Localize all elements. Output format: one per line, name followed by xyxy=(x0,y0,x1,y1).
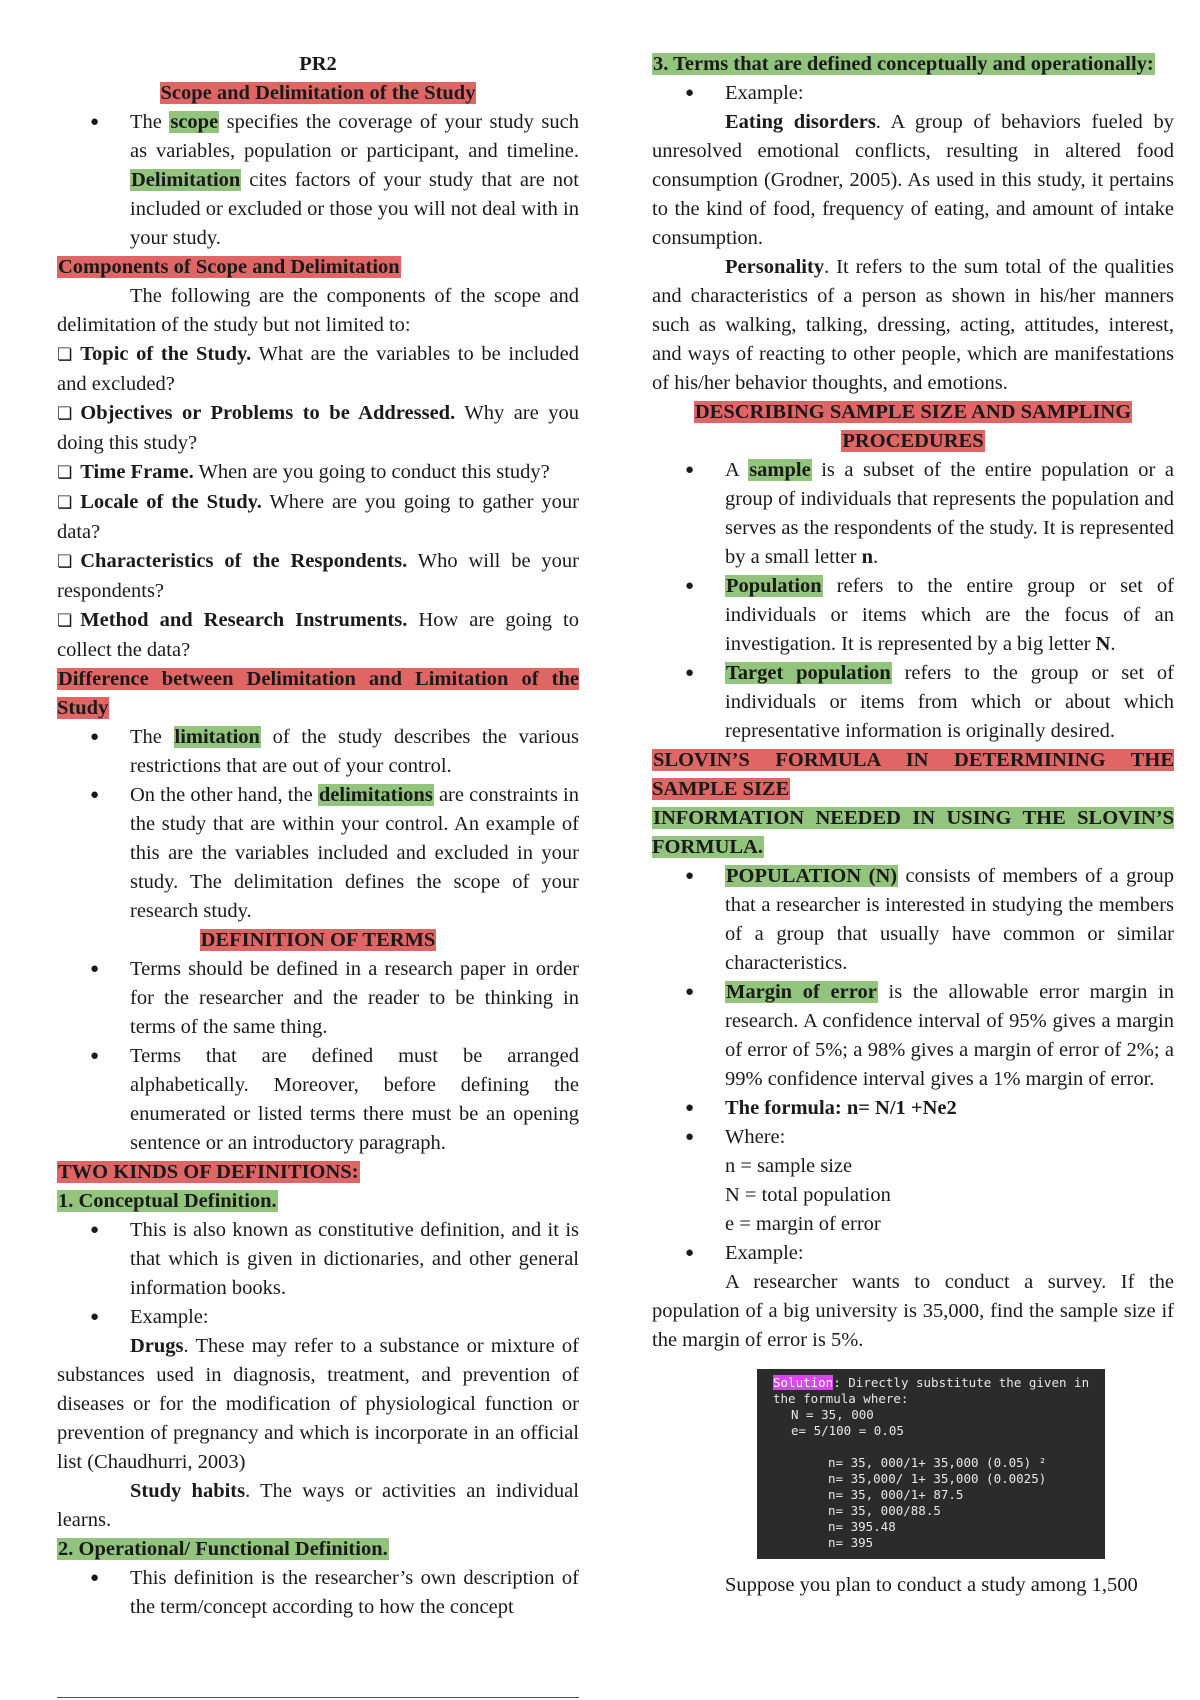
solution-intro: Solution: Directly substitute the given in the formula where: xyxy=(773,1375,1090,1406)
right-column xyxy=(652,50,1174,1600)
solution-step: n= 35,000/ 1+ 35,000 (0.0025) xyxy=(828,1471,1047,1486)
population-bullet: ● Population refers to the entire group or set of individuals or items which are the focus of an investigation. It is represented by a big letter N. xyxy=(652,572,1174,659)
definition-heading: DEFINITION OF TERMS xyxy=(200,929,436,951)
component-item: ❏ Method and Research Instruments. How are going to collect the data? xyxy=(57,606,579,665)
margin-of-error-bullet: ● Margin of error is the allowable error margin in research. A confidence interval of 95% gives a margin of error of 5%; a 98% gives a margin of error of 2%; a 99% confidence interval gives a 1% margin of error. xyxy=(652,978,1174,1094)
example-problem: A researcher wants to conduct a survey. If the population of a big university is 35,000, find the sample size if the margin of error is 5%. xyxy=(652,1271,1174,1351)
definition-bullet: ● Terms should be defined in a research paper in order for the researcher and the reader to be thinking in terms of the same thing. xyxy=(57,955,579,1042)
example-label: ● Example: xyxy=(652,79,1174,108)
bottom-divider xyxy=(57,1697,579,1698)
personality-definition: Personality. It refers to the sum total of the qualities and characteristics of a person as shown in his/her manners such as walking, talking, dressing, acting, attitudes, interest, and ways of reacting to other people, which are manifestations of his/her behavior thoughts, and emotions. xyxy=(652,256,1174,394)
operational-heading: 2. Operational/ Functional Definition. xyxy=(58,1538,388,1560)
where-line: e = margin of error xyxy=(725,1213,881,1235)
solution-step: n= 395 xyxy=(828,1535,874,1550)
left-column xyxy=(57,50,579,1622)
where-line: n = sample size xyxy=(725,1155,853,1177)
solution-given: e= 5/100 = 0.05 xyxy=(791,1423,904,1438)
delimitation-bullet: ● On the other hand, the delimitations are constraints in the study that are within your control. An example of this are the variables included and excluded in your study. The delimitation defines the scope of your research study. xyxy=(57,781,579,926)
solution-step: n= 35, 000/88.5 xyxy=(828,1503,941,1518)
component-item: ❏ Time Frame. When are you going to conduct this study? xyxy=(57,458,579,488)
solution-given: N = 35, 000 xyxy=(791,1407,874,1422)
component-item: ❏ Locale of the Study. Where are you going to gather your data? xyxy=(57,488,579,547)
sample-heading: DESCRIBING SAMPLE SIZE AND SAMPLING PROCEDURES xyxy=(694,401,1132,452)
conceptual-heading: 1. Conceptual Definition. xyxy=(58,1190,277,1212)
definition-bullet: ● Terms that are defined must be arranged alphabetically. Moreover, before defining the enumerated or listed terms there must be an opening sentence or an introductory paragraph. xyxy=(57,1042,579,1158)
difference-heading: Difference between Delimitation and Limitation of the Study xyxy=(57,668,579,719)
eating-disorders-definition: Eating disorders. A group of behaviors fueled by unresolved emotional conflicts, resulting in altered food consumption (Grodner, 2005). As used in this study, it pertains to the kind of food, frequency of eating, and amount of intake consumption. xyxy=(652,111,1174,249)
solution-step: n= 35, 000/1+ 87.5 xyxy=(828,1487,964,1502)
slovin-heading: SLOVIN’S FORMULA IN DETERMINING THE SAMPLE SIZE xyxy=(652,749,1174,800)
solution-tag: Solution xyxy=(773,1375,834,1390)
where-label: ● Where: xyxy=(652,1123,1174,1152)
scope-heading: Scope and Delimitation of the Study xyxy=(160,82,476,104)
components-heading: Components of Scope and Delimitation xyxy=(58,256,400,278)
example-label: ● Example: xyxy=(652,1239,1174,1268)
component-item: ❏ Topic of the Study. What are the variables to be included and excluded? xyxy=(57,340,579,399)
formula-bullet: ● The formula: n= N/1 +Ne2 xyxy=(652,1094,1174,1123)
terms-heading: 3. Terms that are defined conceptually and operationally: xyxy=(653,53,1154,75)
drugs-definition: Drugs. These may refer to a substance or mixture of substances used in diagnosis, treatment, and prevention of diseases or for the modification of physiological function or prevention of pregnancy and which is incorporate in an official list (Chaudhurri, 2003) xyxy=(57,1335,579,1473)
page-title: PR2 xyxy=(299,53,337,75)
two-kinds-heading: TWO KINDS OF DEFINITIONS: xyxy=(58,1161,359,1183)
component-item: ❏ Objectives or Problems to be Addressed. Why are you doing this study? xyxy=(57,399,579,458)
target-population-bullet: ● Target population refers to the group or set of individuals or items from which or about which representative information is originally desired. xyxy=(652,659,1174,746)
sample-bullet: ● A sample is a subset of the entire population or a group of individuals that represents the population and serves as the respondents of the study. It is represented by a small letter n. xyxy=(652,456,1174,572)
solution-box xyxy=(757,1369,1105,1559)
components-intro: The following are the components of the scope and delimitation of the study but not limited to: xyxy=(57,285,579,336)
solution-step: n= 395.48 xyxy=(828,1519,896,1534)
solution-step: n= 35, 000/1+ 35,000 (0.05) ² xyxy=(828,1455,1047,1470)
example-label: ● Example: xyxy=(57,1303,579,1332)
info-heading: INFORMATION NEEDED IN USING THE SLOVIN’S FORMULA. xyxy=(652,807,1174,858)
conceptual-bullet: ● This is also known as constitutive definition, and it is that which is given in dictionaries, and other general information books. xyxy=(57,1216,579,1303)
limitation-bullet: ● The limitation of the study describes the various restrictions that are out of your control. xyxy=(57,723,579,781)
where-line: N = total population xyxy=(725,1184,891,1206)
scope-bullet: ● The scope specifies the coverage of your study such as variables, population or participant, and timeline. Delimitation cites factors of your study that are not included or excluded or those you will not deal with in your study. xyxy=(57,108,579,253)
operational-bullet: ● This definition is the researcher’s own description of the term/concept according to how the concept xyxy=(57,1564,579,1622)
component-item: ❏ Characteristics of the Respondents. Who will be your respondents? xyxy=(57,547,579,606)
study-habits-definition: Study habits. The ways or activities an individual learns. xyxy=(57,1480,579,1531)
population-n-bullet: ● POPULATION (N) consists of members of a group that a researcher is interested in studying the members of a group that usually have common or similar characteristics. xyxy=(652,862,1174,978)
cutoff-text: Suppose you plan to conduct a study among 1,500 xyxy=(725,1574,1138,1596)
